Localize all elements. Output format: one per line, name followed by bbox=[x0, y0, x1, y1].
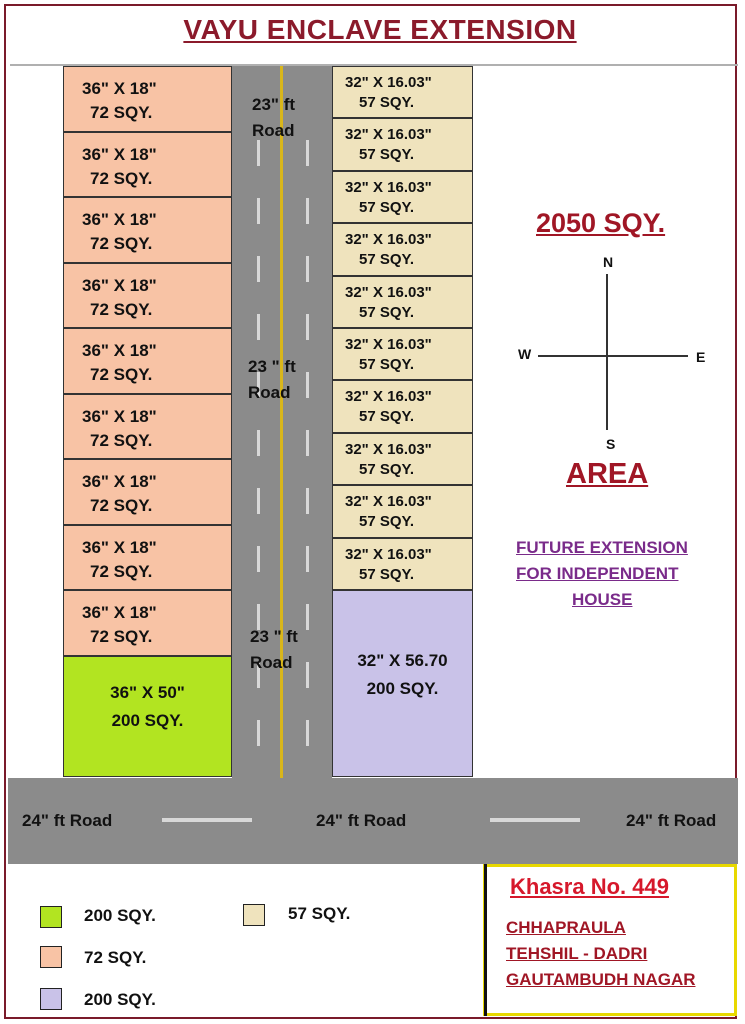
road-label-line2: Road bbox=[248, 383, 291, 402]
plot-dimension: 32" X 16.03" bbox=[345, 74, 432, 91]
khasra-line: TEHSHIL - DADRI bbox=[506, 944, 648, 963]
plot-57-sqy bbox=[332, 276, 473, 328]
road-dash bbox=[306, 314, 309, 340]
road-dash bbox=[257, 256, 260, 282]
road-dash bbox=[306, 372, 309, 398]
plot-57-sqy bbox=[332, 66, 473, 118]
plot-area: 57 SQY. bbox=[359, 408, 415, 426]
road-label-line2: Road bbox=[252, 121, 295, 140]
road-label-line1: 23 " ft bbox=[250, 627, 298, 646]
road-dash bbox=[306, 662, 309, 688]
plot-area: 57 SQY. bbox=[359, 356, 415, 373]
khasra-divider bbox=[484, 864, 487, 1016]
road-label-line1: 23" ft bbox=[252, 95, 296, 114]
road-label: 24" ft Road bbox=[22, 811, 113, 830]
plot-72-sqy bbox=[63, 525, 232, 591]
area-label: AREA bbox=[566, 458, 649, 490]
road-dash bbox=[257, 314, 260, 340]
plot-area: 72 SQY. bbox=[90, 103, 153, 122]
compass-north: N bbox=[603, 254, 614, 270]
plot-dimension: 32" X 16.03" bbox=[345, 388, 432, 406]
plot-57-sqy bbox=[332, 328, 473, 380]
plot-dimension: 32" X 16.03" bbox=[345, 126, 432, 144]
road-label: 24" ft Road bbox=[316, 811, 407, 830]
legend-swatch-green bbox=[40, 906, 62, 928]
plot-area: 72 SQY. bbox=[90, 496, 153, 515]
plot-dimension: 36" X 18" bbox=[82, 406, 157, 426]
plot-area: 57 SQY. bbox=[359, 565, 415, 583]
plot-lavender bbox=[332, 590, 473, 777]
plot-72-sqy bbox=[63, 197, 232, 263]
plot-dimension: 36" X 18" bbox=[82, 472, 157, 491]
plot-57-sqy bbox=[332, 380, 473, 432]
plot-72-sqy bbox=[63, 394, 232, 460]
road-dash bbox=[306, 604, 309, 630]
total-area: 2050 SQY. bbox=[536, 208, 666, 238]
legend-label: 200 SQY. bbox=[84, 906, 156, 925]
plot-57-sqy bbox=[332, 485, 473, 537]
plot-area: 57 SQY. bbox=[359, 94, 415, 111]
plot-72-sqy bbox=[63, 590, 232, 656]
road-dash bbox=[162, 818, 252, 822]
plot-dimension: 36" X 18" bbox=[82, 603, 157, 622]
plot-72-sqy bbox=[63, 328, 232, 394]
plot-area: 72 SQY. bbox=[90, 299, 153, 319]
road-dash bbox=[306, 256, 309, 282]
road-dash bbox=[306, 488, 309, 514]
road-dash bbox=[257, 488, 260, 514]
plot-dimension: 36" X 18" bbox=[82, 275, 157, 295]
road-dash bbox=[257, 720, 260, 746]
road-dash bbox=[306, 546, 309, 572]
legend-label: 57 SQY. bbox=[288, 904, 351, 923]
plot-dimension: 32" X 56.70 bbox=[357, 651, 448, 670]
plot-dimension: 32" X 16.03" bbox=[345, 178, 432, 196]
legend-swatch-tan bbox=[243, 904, 265, 926]
compass-horizontal-line bbox=[538, 355, 688, 357]
plot-72-sqy bbox=[63, 459, 232, 525]
plot-area: 72 SQY. bbox=[90, 234, 153, 253]
future-extension-line1: FUTURE EXTENSION bbox=[516, 538, 688, 557]
road-dash bbox=[306, 140, 309, 166]
road-dash bbox=[257, 546, 260, 572]
plot-dimension: 36" X 18" bbox=[82, 210, 157, 229]
plot-area: 72 SQY. bbox=[90, 561, 153, 581]
road-label bbox=[248, 354, 296, 406]
plot-dimension: 32" X 16.03" bbox=[345, 440, 432, 458]
road-label-line1: 23 " ft bbox=[248, 357, 296, 376]
plot-57-sqy bbox=[332, 223, 473, 275]
map-title: VAYU ENCLAVE EXTENSION bbox=[183, 14, 577, 45]
plot-57-sqy bbox=[332, 433, 473, 485]
plot-area: 72 SQY. bbox=[90, 430, 153, 450]
compass-east: E bbox=[696, 349, 706, 365]
khasra-line: CHHAPRAULA bbox=[506, 918, 626, 937]
road-label bbox=[250, 624, 298, 676]
road-dash bbox=[306, 198, 309, 224]
plot-area: 57 SQY. bbox=[359, 513, 415, 531]
plot-dimension: 36" X 50" bbox=[110, 683, 185, 702]
plot-dimension: 32" X 16.03" bbox=[345, 283, 432, 301]
plot-72-sqy bbox=[63, 263, 232, 329]
plot-area: 200 SQY. bbox=[366, 679, 439, 698]
plot-area: 57 SQY. bbox=[359, 198, 415, 216]
legend-swatch-lavender bbox=[40, 988, 62, 1010]
compass-south: S bbox=[606, 436, 616, 452]
plot-dimension: 32" X 16.03" bbox=[345, 336, 432, 353]
plot-57-sqy bbox=[332, 171, 473, 223]
compass-vertical-line bbox=[606, 274, 608, 430]
plot-dimension: 32" X 16.03" bbox=[345, 545, 432, 563]
plot-area: 200 SQY. bbox=[111, 711, 184, 730]
plot-dimension: 32" X 16.03" bbox=[345, 231, 432, 249]
road-label: 24" ft Road bbox=[626, 811, 717, 830]
plot-57-sqy bbox=[332, 538, 473, 590]
legend-swatch-orange bbox=[40, 946, 62, 968]
plot-area: 57 SQY. bbox=[359, 251, 415, 269]
plot-dimension: 36" X 18" bbox=[82, 144, 157, 164]
plot-72-sqy bbox=[63, 66, 232, 132]
road-dash bbox=[257, 430, 260, 456]
plot-dimension: 32" X 16.03" bbox=[345, 493, 432, 511]
future-extension-line3: HOUSE bbox=[572, 590, 633, 609]
khasra-title: Khasra No. 449 bbox=[510, 874, 669, 899]
compass-west: W bbox=[518, 346, 532, 362]
plot-area: 72 SQY. bbox=[90, 365, 153, 384]
plot-area: 57 SQY. bbox=[359, 146, 415, 164]
road-dash bbox=[306, 720, 309, 746]
plot-green bbox=[63, 656, 232, 777]
plot-area: 72 SQY. bbox=[90, 168, 153, 188]
plot-57-sqy bbox=[332, 118, 473, 170]
khasra-line: GAUTAMBUDH NAGAR bbox=[506, 970, 696, 989]
road-dash bbox=[490, 818, 580, 822]
plot-72-sqy bbox=[63, 132, 232, 198]
road-dash bbox=[257, 198, 260, 224]
legend-label: 72 SQY. bbox=[84, 948, 147, 967]
road-label-line2: Road bbox=[250, 653, 293, 672]
plot-dimension: 36" X 18" bbox=[82, 79, 157, 98]
road-label bbox=[252, 92, 295, 144]
plot-dimension: 36" X 18" bbox=[82, 341, 157, 360]
plot-area: 72 SQY. bbox=[90, 627, 153, 646]
plot-dimension: 36" X 18" bbox=[82, 537, 157, 557]
plot-area: 57 SQY. bbox=[359, 303, 415, 321]
road-dash bbox=[306, 430, 309, 456]
future-extension-line2: FOR INDEPENDENT bbox=[516, 564, 679, 583]
legend-label: 200 SQY. bbox=[84, 990, 156, 1009]
plot-area: 57 SQY. bbox=[359, 460, 415, 478]
